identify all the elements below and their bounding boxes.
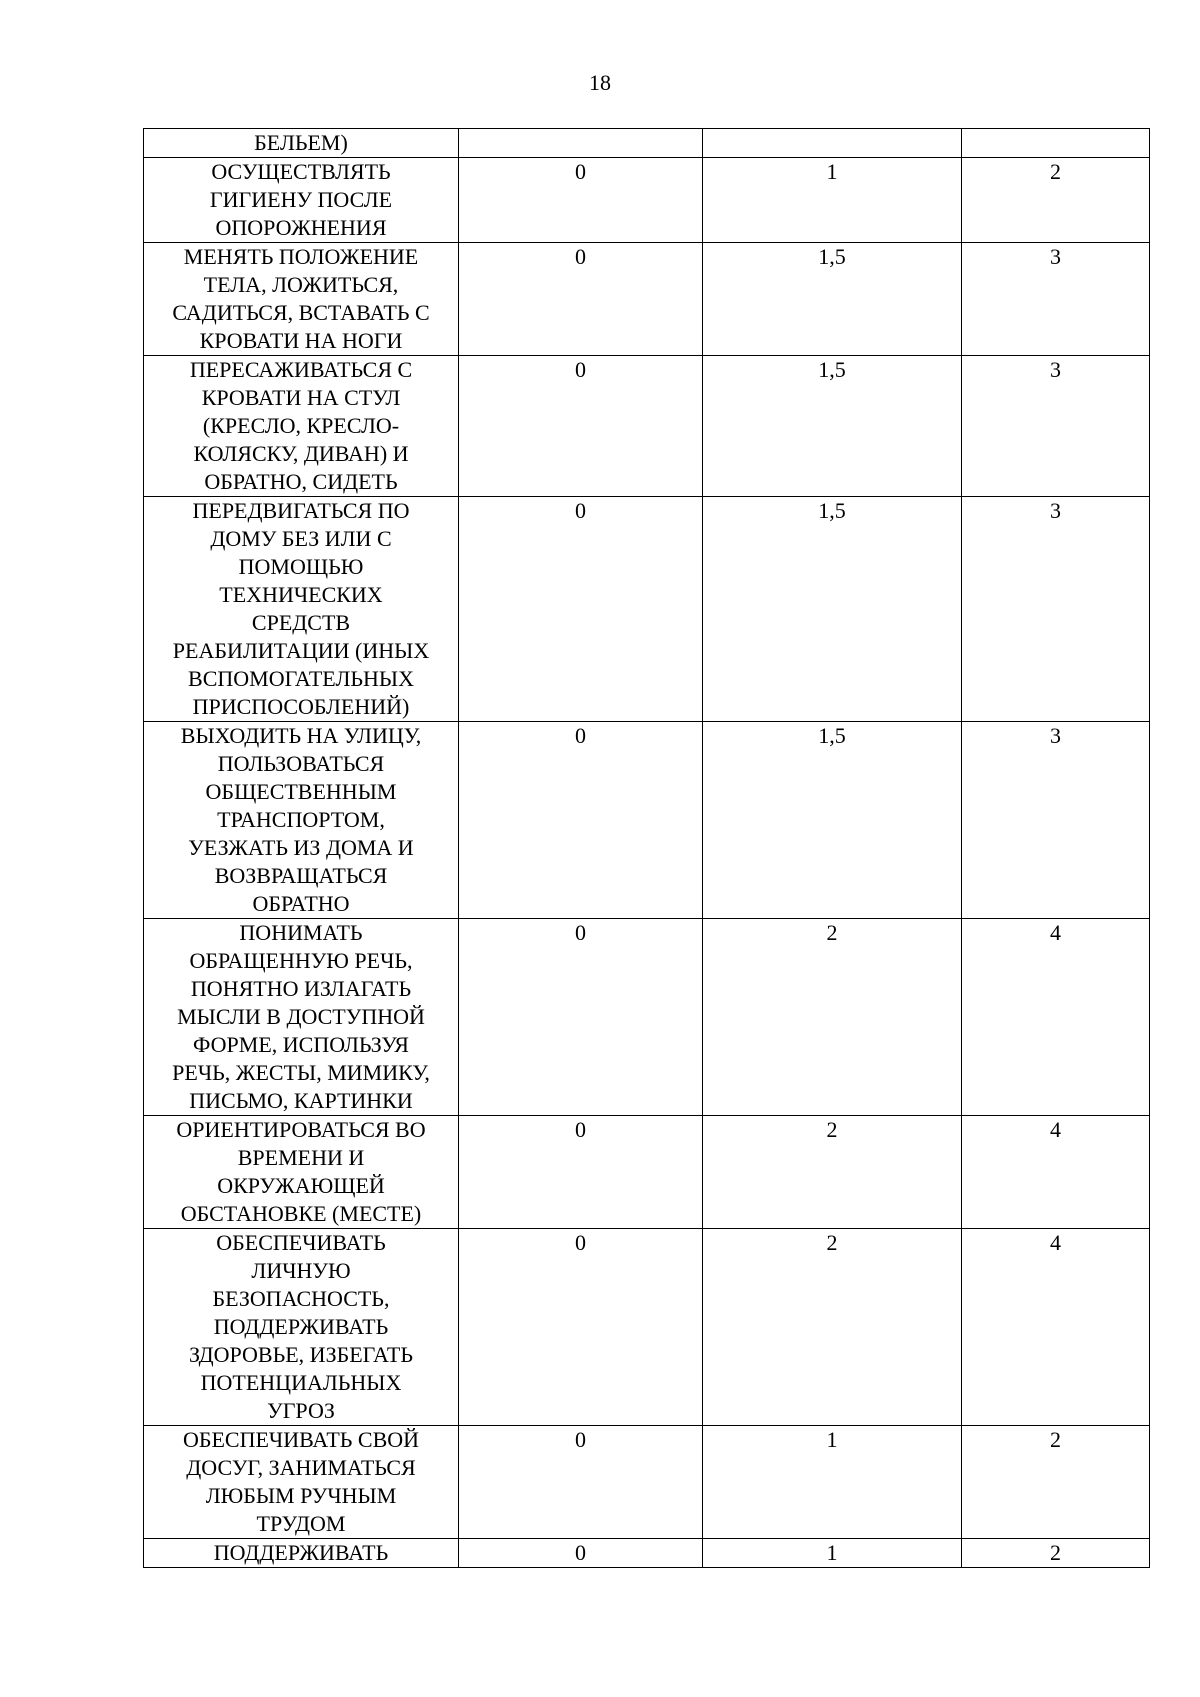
score-none-cell: 0: [459, 243, 703, 356]
score-partial-cell: 1: [703, 1539, 962, 1568]
table-row: [144, 129, 1150, 158]
score-none-cell: 0: [459, 1229, 703, 1426]
table-row: [144, 158, 1150, 243]
table-body: [144, 129, 1150, 1568]
score-partial-cell: 1: [703, 158, 962, 243]
table-row: [144, 1426, 1150, 1539]
activity-cell: [144, 722, 459, 919]
activity-text: ПОДДЕРЖИВАТЬ: [213, 1540, 389, 1565]
activity-text: БЕЛЬЕМ): [254, 130, 348, 155]
score-full-cell: 4: [962, 1116, 1150, 1229]
score-none-cell: 0: [459, 497, 703, 722]
activity-text: МЕНЯТЬ ПОЛОЖЕНИЕ ТЕЛА, ЛОЖИТЬСЯ, САДИТЬСЯ, ВСТАВАТЬ С КРОВАТИ НА НОГИ: [172, 244, 430, 353]
table-row: [144, 722, 1150, 919]
score-full-cell: 3: [962, 497, 1150, 722]
activity-cell: [144, 1426, 459, 1539]
table-row: [144, 1229, 1150, 1426]
score-none-cell: 0: [459, 919, 703, 1116]
activity-cell: [144, 243, 459, 356]
page-number: 18: [589, 70, 611, 95]
score-partial-cell: 1,5: [703, 243, 962, 356]
activity-cell: [144, 129, 459, 158]
activity-cell: [144, 1116, 459, 1229]
activity-cell: [144, 356, 459, 497]
score-full-cell: 3: [962, 722, 1150, 919]
activity-text: ПЕРЕДВИГАТЬСЯ ПО ДОМУ БЕЗ ИЛИ С ПОМОЩЬЮ ТЕХНИЧЕСКИХ СРЕДСТВ РЕАБИЛИТАЦИИ (ИНЫХ ВСПОМОГАТЕЛЬНЫХ ПРИСПОСОБЛЕНИЙ): [172, 498, 430, 719]
score-partial-cell: 1,5: [703, 356, 962, 497]
table-row: [144, 919, 1150, 1116]
activity-text: ОБЕСПЕЧИВАТЬ ЛИЧНУЮ БЕЗОПАСНОСТЬ, ПОДДЕРЖИВАТЬ ЗДОРОВЬЕ, ИЗБЕГАТЬ ПОТЕНЦИАЛЬНЫХ УГРОЗ: [188, 1230, 414, 1423]
activity-text: ОБЕСПЕЧИВАТЬ СВОЙ ДОСУГ, ЗАНИМАТЬСЯ ЛЮБЫМ РУЧНЫМ ТРУДОМ: [182, 1427, 420, 1536]
score-partial-cell: 1,5: [703, 722, 962, 919]
table-row: [144, 243, 1150, 356]
score-partial-cell: [703, 129, 962, 158]
activity-cell: [144, 1539, 459, 1568]
activity-cell: [144, 1229, 459, 1426]
score-none-cell: [459, 129, 703, 158]
activity-text: ОСУЩЕСТВЛЯТЬ ГИГИЕНУ ПОСЛЕ ОПОРОЖНЕНИЯ: [209, 159, 393, 240]
score-full-cell: 4: [962, 919, 1150, 1116]
score-none-cell: 0: [459, 1426, 703, 1539]
score-partial-cell: 2: [703, 1229, 962, 1426]
activity-text: ВЫХОДИТЬ НА УЛИЦУ, ПОЛЬЗОВАТЬСЯ ОБЩЕСТВЕННЫМ ТРАНСПОРТОМ, УЕЗЖАТЬ ИЗ ДОМА И ВОЗВРАЩАТЬСЯ ОБРАТНО: [180, 723, 422, 916]
score-none-cell: 0: [459, 1116, 703, 1229]
score-full-cell: 4: [962, 1229, 1150, 1426]
activity-cell: [144, 497, 459, 722]
score-full-cell: 3: [962, 243, 1150, 356]
score-none-cell: 0: [459, 356, 703, 497]
activity-cell: [144, 158, 459, 243]
score-full-cell: 2: [962, 1539, 1150, 1568]
score-partial-cell: 2: [703, 1116, 962, 1229]
activity-cell: [144, 919, 459, 1116]
table-row: [144, 1116, 1150, 1229]
score-table: [143, 128, 1150, 1568]
table-row: [144, 356, 1150, 497]
score-none-cell: 0: [459, 158, 703, 243]
score-full-cell: 2: [962, 158, 1150, 243]
score-partial-cell: 2: [703, 919, 962, 1116]
score-partial-cell: 1: [703, 1426, 962, 1539]
activity-text: ОРИЕНТИРОВАТЬСЯ ВО ВРЕМЕНИ И ОКРУЖАЮЩЕЙ ОБСТАНОВКЕ (МЕСТЕ): [176, 1117, 426, 1226]
activity-text: ПОНИМАТЬ ОБРАЩЕННУЮ РЕЧЬ, ПОНЯТНО ИЗЛАГАТЬ МЫСЛИ В ДОСТУПНОЙ ФОРМЕ, ИСПОЛЬЗУЯ РЕЧЬ, ЖЕСТЫ, МИМИКУ, ПИСЬМО, КАРТИНКИ: [172, 920, 430, 1113]
score-full-cell: [962, 129, 1150, 158]
score-none-cell: 0: [459, 1539, 703, 1568]
table-row: [144, 497, 1150, 722]
table-row: [144, 1539, 1150, 1568]
score-none-cell: 0: [459, 722, 703, 919]
score-full-cell: 3: [962, 356, 1150, 497]
score-full-cell: 2: [962, 1426, 1150, 1539]
score-partial-cell: 1,5: [703, 497, 962, 722]
activity-text: ПЕРЕСАЖИВАТЬСЯ С КРОВАТИ НА СТУЛ (КРЕСЛО, КРЕСЛО- КОЛЯСКУ, ДИВАН) И ОБРАТНО, СИДЕТЬ: [189, 357, 413, 494]
